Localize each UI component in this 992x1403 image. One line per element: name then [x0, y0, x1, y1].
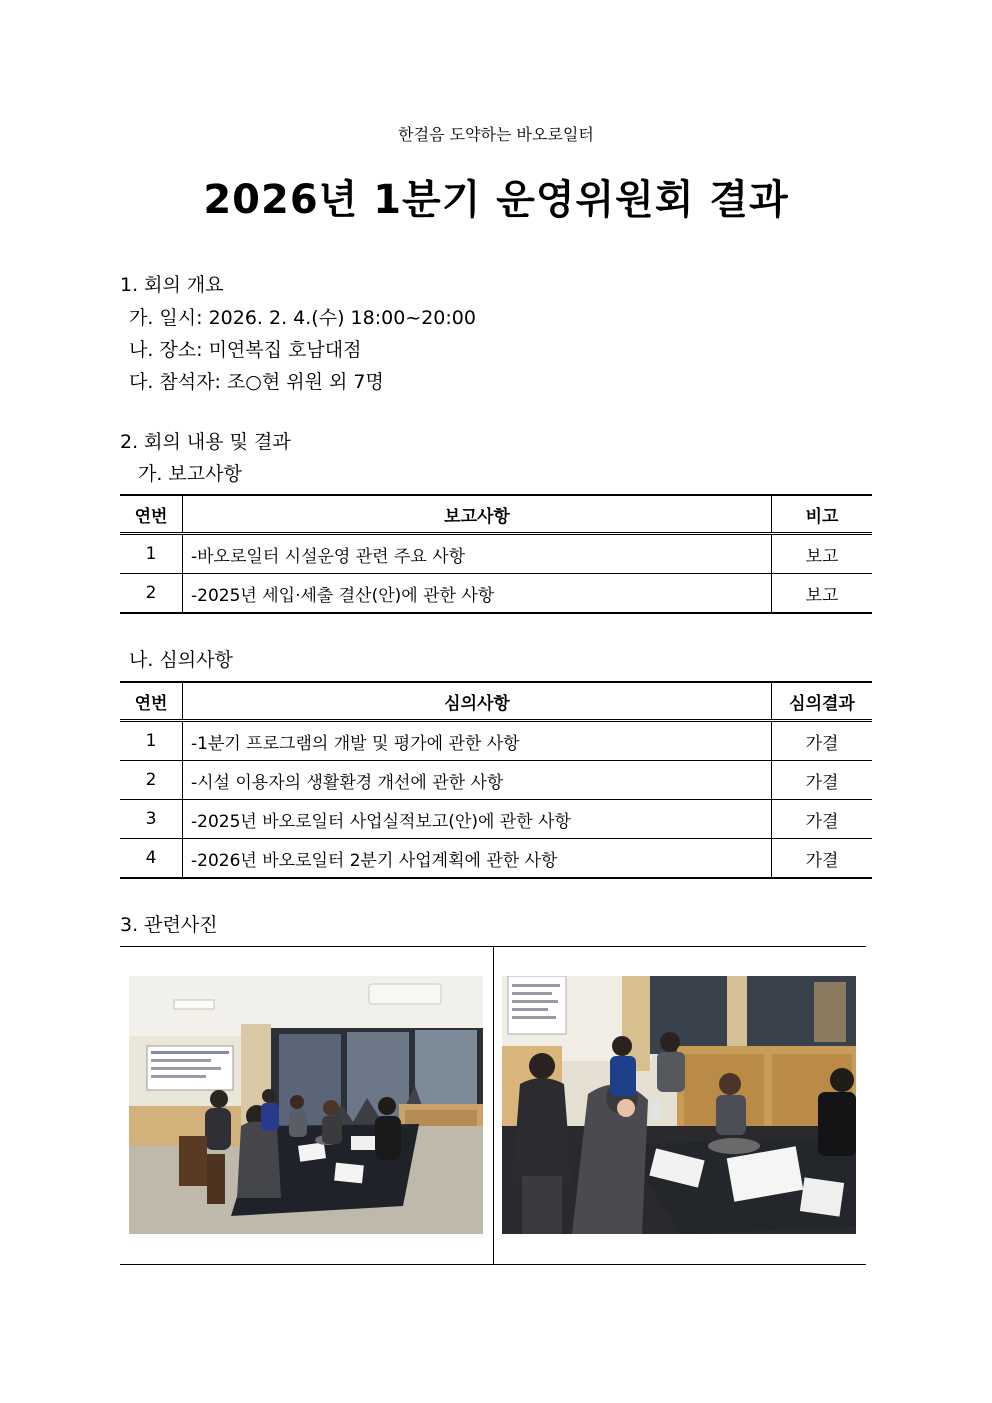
deliberation-heading: 나. 심의사항 [129, 649, 233, 671]
row-item: -2026년 바오로일터 2분기 사업계획에 관한 사항 [183, 839, 772, 879]
section-1-heading: 1. 회의 개요 [120, 274, 224, 296]
row-result: 가결 [772, 839, 873, 879]
table-row [120, 761, 872, 800]
row-note: 보고 [772, 574, 873, 614]
deliberation-table [120, 681, 872, 879]
photo-table [120, 946, 866, 1265]
meeting-photo-1 [129, 976, 483, 1234]
table-header-row [120, 682, 872, 721]
photo-divider [493, 947, 494, 1264]
column-header: 보고사항 [183, 495, 772, 534]
table-row [120, 574, 872, 614]
meeting-photo-2 [502, 976, 856, 1234]
report-table [120, 494, 872, 614]
row-item: -시설 이용자의 생활환경 개선에 관한 사항 [183, 761, 772, 800]
row-number: 2 [120, 761, 183, 800]
column-header: 비고 [772, 495, 873, 534]
document-title: 2026년 1분기 운영위원회 결과 [203, 177, 789, 223]
row-number: 3 [120, 800, 183, 839]
column-header: 연번 [120, 495, 183, 534]
table-row [120, 534, 872, 574]
row-result: 가결 [772, 800, 873, 839]
table-row [120, 800, 872, 839]
section-2-heading: 2. 회의 내용 및 결과 [120, 431, 291, 453]
row-number: 1 [120, 721, 183, 761]
meeting-attendees: 다. 참석자: 조○현 위원 외 7명 [129, 371, 384, 393]
row-result: 가결 [772, 721, 873, 761]
row-item: -1분기 프로그램의 개발 및 평가에 관한 사항 [183, 721, 772, 761]
meeting-date: 가. 일시: 2026. 2. 4.(수) 18:00~20:00 [129, 307, 476, 329]
row-result: 가결 [772, 761, 873, 800]
column-header: 연번 [120, 682, 183, 721]
meeting-place: 나. 장소: 미연복집 호남대점 [129, 339, 362, 361]
table-row [120, 721, 872, 761]
column-header: 심의사항 [183, 682, 772, 721]
row-number: 2 [120, 574, 183, 614]
row-number: 1 [120, 534, 183, 574]
row-number: 4 [120, 839, 183, 879]
report-heading: 가. 보고사항 [138, 463, 242, 485]
section-3-heading: 3. 관련사진 [120, 914, 218, 936]
row-item: -2025년 세입·세출 결산(안)에 관한 사항 [183, 574, 772, 614]
row-item: -바오로일터 시설운영 관련 주요 사항 [183, 534, 772, 574]
table-row [120, 839, 872, 879]
row-note: 보고 [772, 534, 873, 574]
document-subtitle: 한걸음 도약하는 바오로일터 [398, 125, 594, 144]
table-header-row [120, 495, 872, 534]
column-header: 심의결과 [772, 682, 873, 721]
row-item: -2025년 바오로일터 사업실적보고(안)에 관한 사항 [183, 800, 772, 839]
